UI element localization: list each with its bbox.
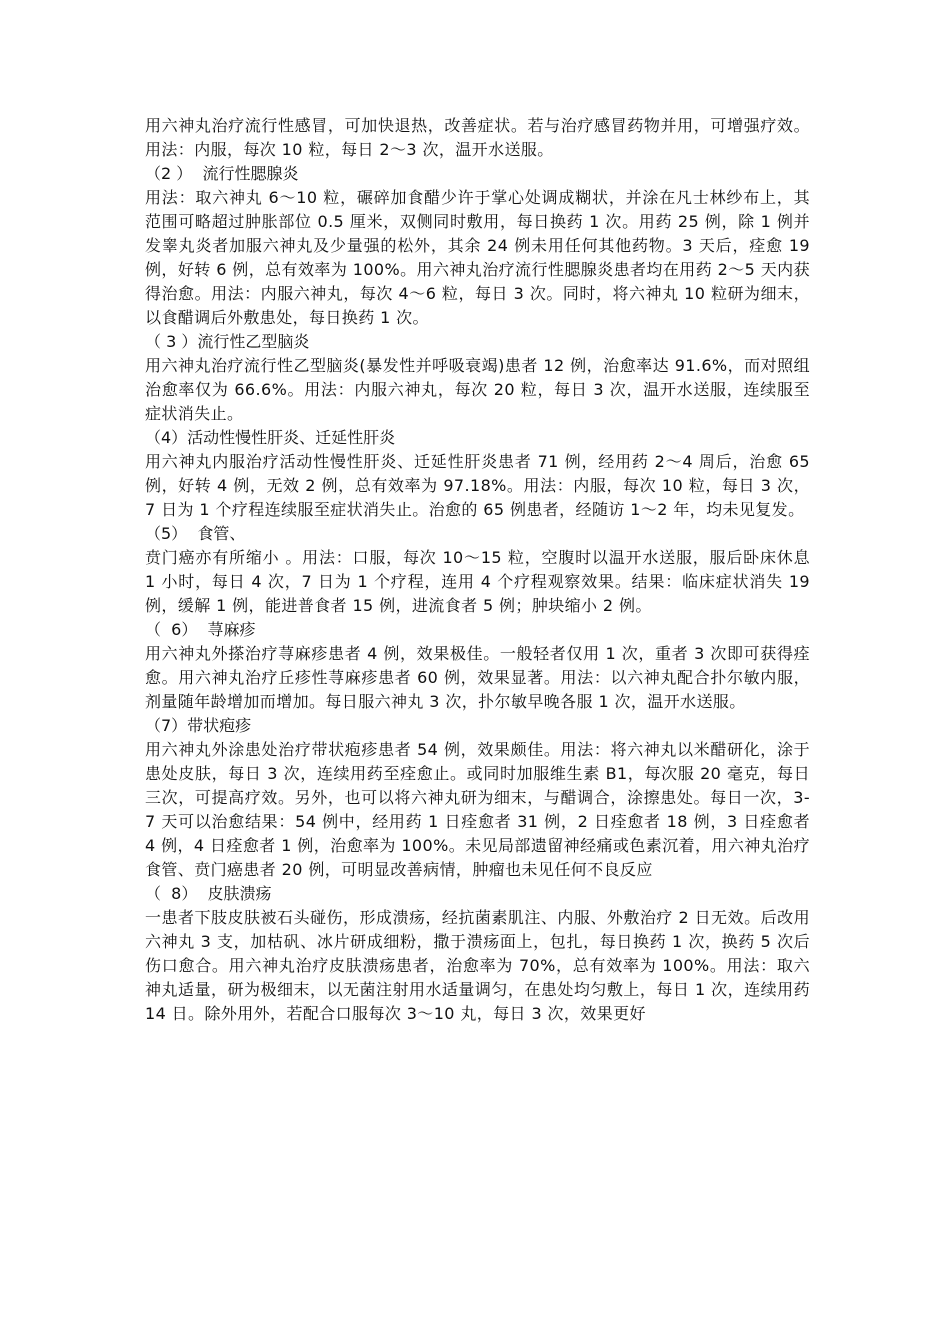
section-heading-hepatitis: （4）活动性慢性肝炎、迁延性肝炎: [145, 428, 396, 447]
section-heading-encephalitis: （ 3 ）流行性乙型脑炎: [145, 332, 310, 351]
herpes-zoster-paragraph: 用六神丸外涂患处治疗带状疱疹患者 54 例，效果颇佳。用法：将六神丸以米醋研化，涂于患处皮肤，每日 3 次，连续用药至痊愈止。或同时加服维生素 B1，每次服 20 毫克，每日三次，可提高疗效。另外，也可以将六神丸研为细末，与醋调合，涂擦患处。每日一次，3-7 天可以治愈结果：54 例中，经用药 1 日痊愈者 31 例，2 日痊愈者 18 例，3 日痊愈者 4 例，4 日痊愈者 1 例，治愈率为 100%。未见局部遗留神经痛或色素沉着，用六神丸治疗食管、贲门癌患者 20 例，可明显改善病情，肿瘤也未见任何不良反应: [145, 740, 810, 879]
hepatitis-paragraph: 用六神丸内服治疗活动性慢性肝炎、迁延性肝炎患者 71 例，经用药 2～4 周后，治愈 65 例，好转 4 例，无效 2 例，总有效率为 97.18%。用法：内服，每次 10 粒，每日 3 次，7 日为 1 个疗程连续服至症状消失止。治愈的 65 例患者，经随访 1～2 年，均未见复发。: [145, 452, 810, 519]
intro-paragraph: 用六神丸治疗流行性感冒，可加快退热，改善症状。若与治疗感冒药物并用，可增强疗效。用法：内服，每次 10 粒，每日 2～3 次，温开水送服。: [145, 116, 810, 159]
esophagus-paragraph: 贲门癌亦有所缩小 。用法：口服，每次 10～15 粒，空腹时以温开水送服，服后卧床休息 1 小时，每日 4 次，7 日为 1 个疗程，连用 4 个疗程观察效果。结果：临床症状消失 19 例，缓解 1 例，能进普食者 15 例，进流食者 5 例；肿块缩小 2 例。: [145, 548, 810, 615]
mumps-paragraph: 用法：取六神丸 6～10 粒，碾碎加食醋少许于掌心处调成糊状，并涂在凡士林纱布上，其范围可略超过肿胀部位 0.5 厘米，双侧同时敷用，每日换药 1 次。用药 25 例，除 1 例并发睾丸炎者加服六神丸及少量强的松外，其余 24 例未用任何其他药物。3 天后，痊愈 19 例，好转 6 例，总有效率为 100%。用六神丸治疗流行性腮腺炎患者均在用药 2～5 天内获得治愈。用法：内服六神丸，每次 4～6 粒，每日 3 次。同时，将六神丸 10 粒研为细末，以食醋调后外敷患处，每日换药 1 次。: [145, 188, 810, 327]
section-heading-mumps: （2 ） 流行性腮腺炎: [145, 164, 299, 183]
urticaria-paragraph: 用六神丸外搽治疗荨麻疹患者 4 例，效果极佳。一般轻者仅用 1 次，重者 3 次即可获得痊愈。用六神丸治疗丘疹性荨麻疹患者 60 例，效果显著。用法：以六神丸配合扑尔敏内服，剂量随年龄增加而增加。每日服六神丸 3 次，扑尔敏早晚各服 1 次，温开水送服。: [145, 644, 810, 711]
section-heading-esophagus: （5） 食管、: [145, 524, 246, 543]
section-heading-urticaria: （ 6） 荨麻疹: [145, 620, 256, 639]
document-body: [145, 114, 810, 1026]
section-heading-skin-ulcer: （ 8） 皮肤溃疡: [145, 884, 272, 903]
skin-ulcer-paragraph: 一患者下肢皮肤被石头碰伤，形成溃疡，经抗菌素肌注、内服、外敷治疗 2 日无效。后改用六神丸 3 支，加枯矾、冰片研成细粉，撒于溃疡面上，包扎，每日换药 1 次，换药 5 次后伤口愈合。用六神丸治疗皮肤溃疡患者，治愈率为 70%，总有效率为 100%。用法：取六神丸适量，研为极细末，以无菌注射用水适量调匀，在患处均匀敷上，每日 1 次，连续用药 14 日。除外用外，若配合口服每次 3～10 丸，每日 3 次，效果更好: [145, 908, 810, 1023]
encephalitis-paragraph: 用六神丸治疗流行性乙型脑炎(暴发性并呼吸衰竭)患者 12 例，治愈率达 91.6%，而对照组治愈率仅为 66.6%。用法：内服六神丸，每次 20 粒，每日 3 次，温开水送服，连续服至症状消失止。: [145, 356, 810, 423]
section-heading-herpes-zoster: （7）带状疱疹: [145, 716, 252, 735]
